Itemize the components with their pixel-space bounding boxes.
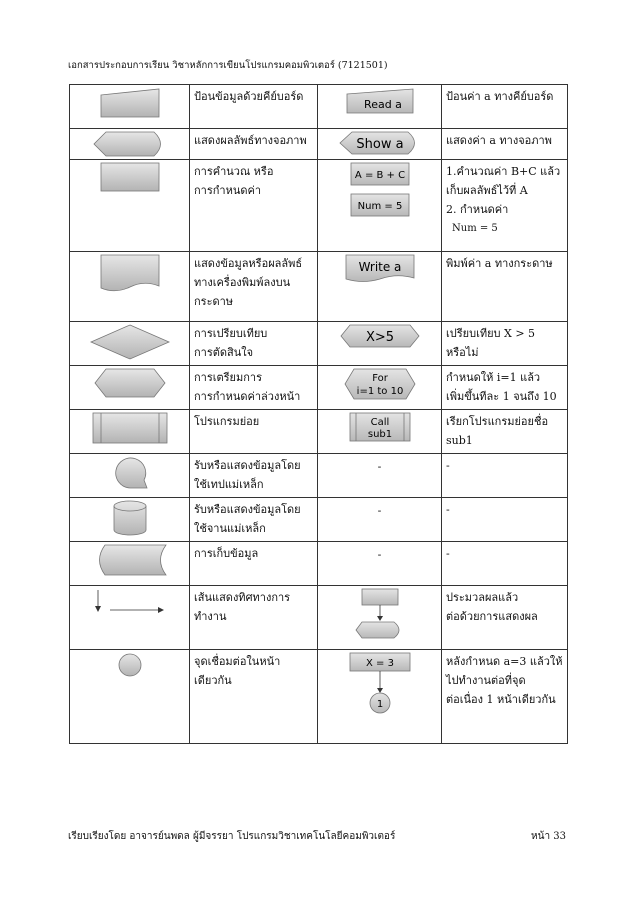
- example-cell: -: [318, 542, 442, 586]
- example-desc-cell: เปรียบเทียบ X > 5 หรือไม่: [442, 322, 568, 366]
- symbol-cell: [70, 129, 190, 160]
- desc-cell: การเก็บข้อมูล: [190, 542, 318, 586]
- example-label: Write a: [358, 260, 401, 274]
- example-cell: [318, 410, 442, 454]
- example-label: X>5: [365, 330, 394, 345]
- preparation-example-icon: [344, 368, 416, 400]
- example-desc-cell: เรียกโปรแกรมย่อยชื่อ sub1: [442, 410, 568, 454]
- symbol-cell: [70, 410, 190, 454]
- desc-cell: รับหรือแสดงข้อมูลโดย ใช้จานแม่เหล็ก: [190, 498, 318, 542]
- desc-cell: การเปรียบเทียบ การตัดสินใจ: [190, 322, 318, 366]
- stored-data-icon: [93, 544, 167, 576]
- symbol-cell: [70, 542, 190, 586]
- example-desc-cell: หลังกำหนด a=3 แล้วให้ ไปทำงานต่อที่จุด ต่อเนื่อง 1 หน้าเดียวกัน: [442, 650, 568, 744]
- manual-input-example-icon: [345, 87, 415, 115]
- example-label: A = B + C: [354, 170, 405, 181]
- table-row: [70, 160, 568, 252]
- desc-cell: โปรแกรมย่อย: [190, 410, 318, 454]
- desc-cell: การคำนวณ หรือ การกำหนดค่า: [190, 160, 318, 252]
- example-desc-cell: พิมพ์ค่า a ทางกระดาษ: [442, 252, 568, 322]
- table-row: [70, 410, 568, 454]
- example-cell: -: [318, 454, 442, 498]
- desc-cell: การเตรียมการ การกำหนดค่าล่วงหน้า: [190, 366, 318, 410]
- example-desc-cell: -: [442, 542, 568, 586]
- symbol-cell: [70, 322, 190, 366]
- example-desc-cell: กำหนดให้ i=1 แล้ว เพิ่มขึ้นทีละ 1 จนถึง 10: [442, 366, 568, 410]
- example-desc-cell: -: [442, 498, 568, 542]
- manual-input-icon: [99, 87, 161, 119]
- desc-cell: ป้อนข้อมูลด้วยคีย์บอร์ด: [190, 85, 318, 129]
- example-desc-cell: ประมวลผลแล้ว ต่อด้วยการแสดงผล: [442, 586, 568, 650]
- table-row: [70, 586, 568, 650]
- page-number: หน้า 33: [531, 831, 566, 842]
- process-example-icon: [350, 162, 410, 218]
- example-label: sub1: [367, 429, 392, 440]
- example-desc-cell: ป้อนค่า a ทางคีย์บอร์ด: [442, 85, 568, 129]
- magnetic-disk-icon: [112, 500, 148, 536]
- connector-icon: [115, 652, 145, 678]
- example-cell: [318, 322, 442, 366]
- document-icon: [100, 254, 160, 294]
- desc-cell: รับหรือแสดงข้อมูลโดย ใช้เทปแม่เหล็ก: [190, 454, 318, 498]
- example-cell: [318, 85, 442, 129]
- table-row: [70, 454, 568, 498]
- document-example-icon: [345, 254, 415, 284]
- symbol-cell: [70, 252, 190, 322]
- symbol-cell: [70, 586, 190, 650]
- desc-cell: แสดงข้อมูลหรือผลลัพธ์ ทางเครื่องพิมพ์ลงบน กระดาษ: [190, 252, 318, 322]
- table-row: [70, 650, 568, 744]
- example-cell: [318, 252, 442, 322]
- display-icon: [92, 131, 168, 157]
- example-cell: [318, 650, 442, 744]
- flow-line-icon: [90, 588, 170, 618]
- flow-example-icon: [350, 588, 410, 642]
- example-label: Show a: [355, 137, 404, 152]
- example-label: Call: [370, 417, 389, 428]
- desc-cell: เส้นแสดงทิศทางการ ทำงาน: [190, 586, 318, 650]
- example-cell: -: [318, 498, 442, 542]
- symbol-cell: [70, 366, 190, 410]
- desc-cell: จุดเชื่อมต่อในหน้า เดียวกัน: [190, 650, 318, 744]
- flowchart-symbol-table: [69, 84, 568, 744]
- connector-example-icon: [349, 652, 411, 716]
- symbol-cell: [70, 650, 190, 744]
- page-footer: เรียบเรียงโดย อาจารย์นพดล ผู้มีจรรยา โปรแกรมวิชาเทคโนโลยีคอมพิวเตอร์: [68, 831, 396, 842]
- decision-icon: [90, 324, 170, 360]
- table-row: [70, 498, 568, 542]
- magnetic-tape-icon: [112, 456, 148, 490]
- symbol-cell: [70, 85, 190, 129]
- symbol-cell: [70, 498, 190, 542]
- symbol-cell: [70, 454, 190, 498]
- example-label: Num = 5: [357, 201, 402, 212]
- table-row: [70, 366, 568, 410]
- preparation-icon: [94, 368, 166, 398]
- desc-cell: แสดงผลลัพธ์ทางจอภาพ: [190, 129, 318, 160]
- example-cell: [318, 586, 442, 650]
- connector-label: 1: [376, 699, 383, 710]
- example-label: X = 3: [365, 658, 394, 669]
- symbol-cell: [70, 160, 190, 252]
- example-label: For: [371, 373, 388, 384]
- example-label: i=1 to 10: [356, 386, 403, 397]
- subroutine-example-icon: [349, 412, 411, 442]
- example-desc-cell: แสดงค่า a ทางจอภาพ: [442, 129, 568, 160]
- example-desc-cell: 1.คำนวณค่า B+C แล้ว เก็บผลลัพธ์ไว้ที่ A 2. กำหนดค่า Num = 5: [442, 160, 568, 252]
- table-row: [70, 129, 568, 160]
- subroutine-icon: [92, 412, 168, 444]
- display-example-icon: [338, 131, 422, 155]
- example-cell: [318, 366, 442, 410]
- table-row: [70, 542, 568, 586]
- table-row: [70, 252, 568, 322]
- table-row: [70, 85, 568, 129]
- example-desc-cell: -: [442, 454, 568, 498]
- example-label: Read a: [363, 98, 402, 111]
- example-cell: [318, 160, 442, 252]
- decision-example-icon: [340, 324, 420, 348]
- page-header: เอกสารประกอบการเรียน วิชาหลักการเขียนโปรแกรมคอมพิวเตอร์ (7121501): [68, 60, 388, 71]
- process-icon: [100, 162, 160, 192]
- table-row: [70, 322, 568, 366]
- example-cell: [318, 129, 442, 160]
